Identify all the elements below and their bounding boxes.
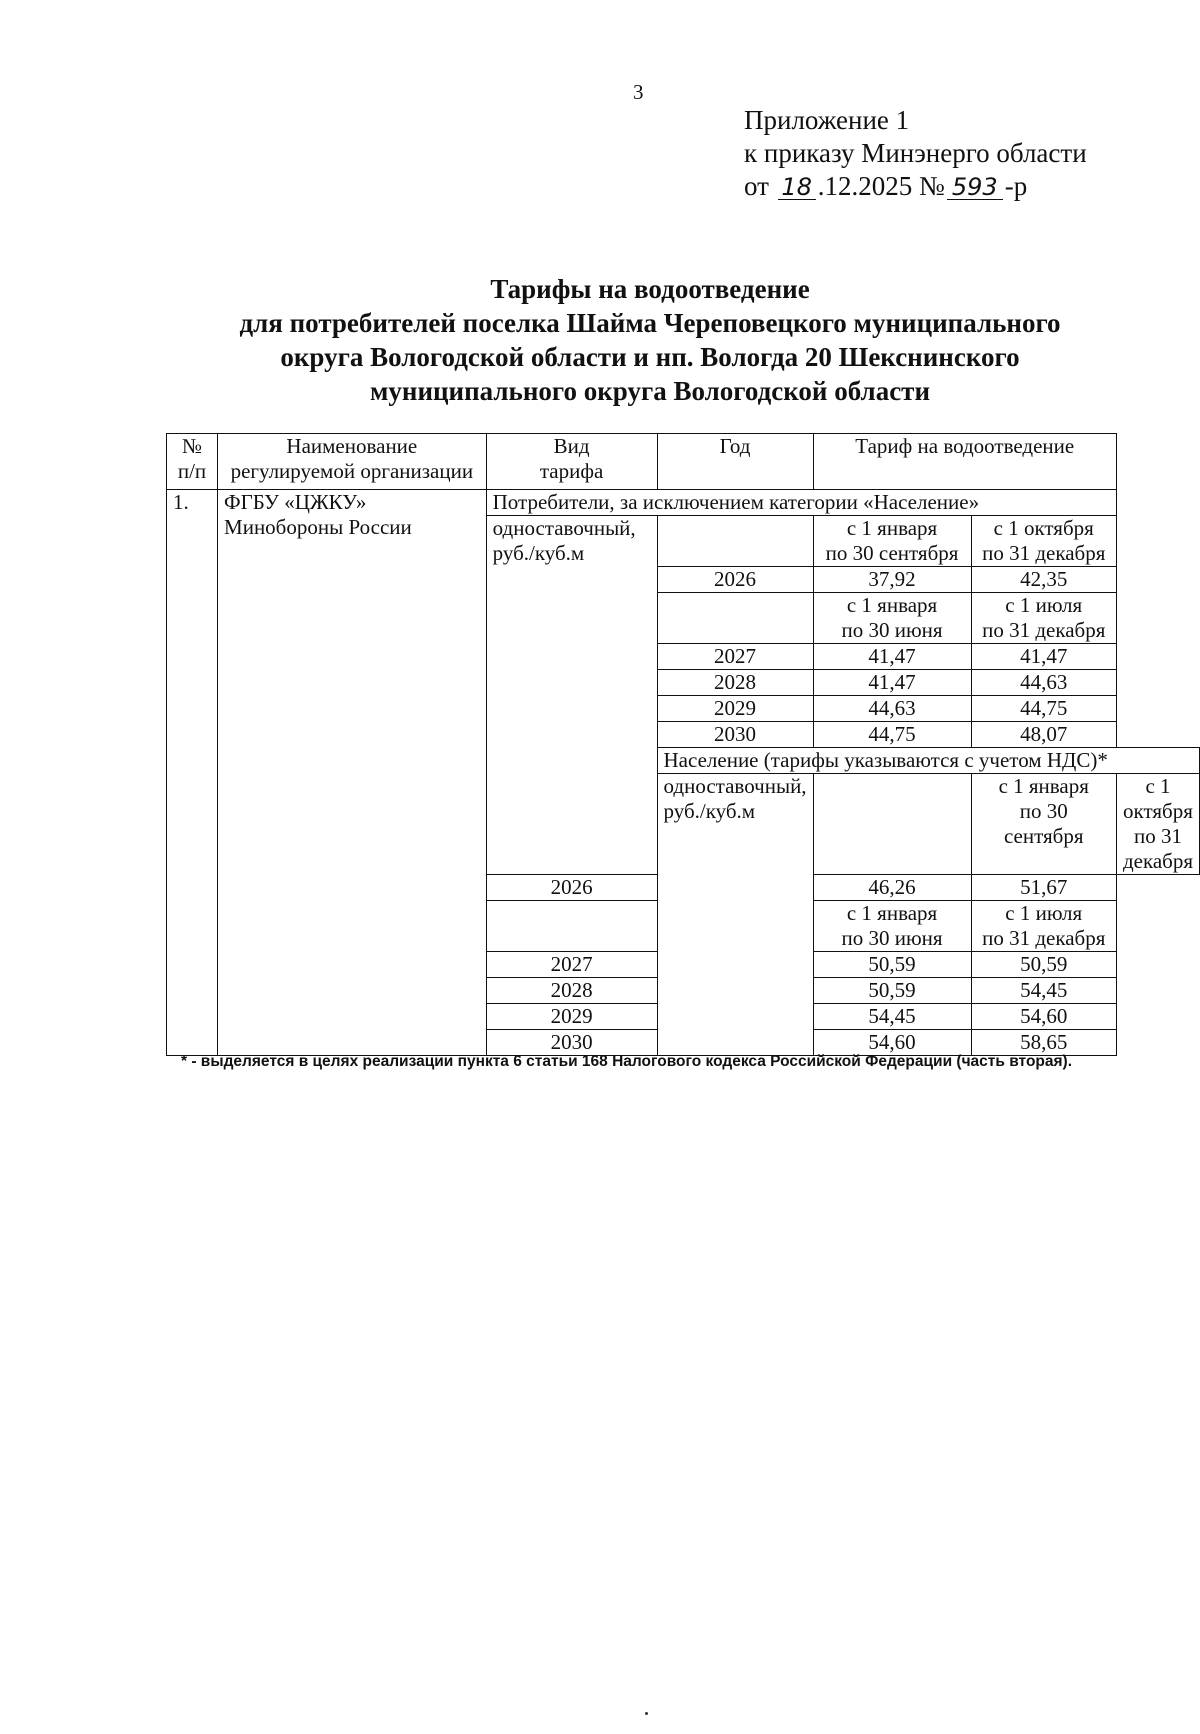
tariff-value: 41,47 (813, 670, 971, 696)
tariff-value: 51,67 (971, 875, 1116, 901)
tariff-type (657, 774, 813, 1056)
title-line-4: муниципального округа Вологодской области (370, 376, 930, 406)
tariff-value: 44,63 (971, 670, 1116, 696)
tariff-value: 50,59 (813, 952, 971, 978)
year-cell: 2026 (657, 567, 813, 593)
period-cell (1116, 774, 1199, 875)
period-line-2: по 30 июня (841, 618, 943, 642)
header-org-line-1: Наименование (286, 434, 418, 458)
date-prefix: от (744, 171, 769, 201)
year-cell: 2030 (486, 1030, 657, 1056)
period-line-1: с 1 января (846, 901, 938, 925)
header-organization (218, 434, 487, 490)
table-header-row (167, 434, 1200, 490)
number-suffix: -р (1004, 171, 1028, 201)
tariff-value: 58,65 (971, 1030, 1116, 1056)
group-title: Потребители, за исключением категории «Население» (486, 490, 1116, 516)
period-cell (813, 901, 971, 952)
document-title (160, 272, 1140, 408)
header-tariff-type (486, 434, 657, 490)
organization-name (218, 490, 487, 1056)
year-cell: 2029 (486, 1004, 657, 1030)
period-line-2: по 31 декабря (982, 926, 1106, 950)
tariff-value: 54,45 (813, 1004, 971, 1030)
annex-date-line (744, 170, 1087, 203)
tariff-value: 44,75 (813, 722, 971, 748)
period-line-2: по 31 декабря (982, 541, 1106, 565)
table-row (167, 490, 1200, 516)
year-cell: 2030 (657, 722, 813, 748)
number-label: № (918, 171, 945, 201)
year-cell: 2028 (486, 978, 657, 1004)
tariff-value: 44,75 (971, 696, 1116, 722)
tariff-value: 42,35 (971, 567, 1116, 593)
period-cell (971, 774, 1116, 875)
org-line-1: ФГБУ «ЦЖКУ» (224, 490, 367, 514)
year-cell: 2028 (657, 670, 813, 696)
row-number: 1. (167, 490, 218, 1056)
year-cell-empty (657, 516, 813, 567)
tariff-value: 50,59 (971, 952, 1116, 978)
tariff-type-line-1: одноставочный, (663, 774, 807, 798)
period-line-1: с 1 января (846, 516, 938, 540)
period-line-1: с 1 января (998, 774, 1089, 798)
org-line-2: Минобороны России (224, 515, 412, 539)
title-line-2: для потребителей поселка Шайма Череповецкого муниципального (239, 308, 1061, 338)
tariff-type-line-2: руб./куб.м (492, 541, 585, 565)
tariff-table-wrapper (166, 433, 1200, 1056)
page-number: 3 (633, 80, 644, 104)
period-cell (813, 516, 971, 567)
header-number (167, 434, 218, 490)
tariff-type (486, 516, 657, 875)
tariff-type-line-1: одноставочный, (492, 516, 636, 540)
header-org-line-2: регулируемой организации (230, 459, 474, 483)
tariff-type-line-2: руб./куб.м (663, 799, 756, 823)
header-type-line-1: Вид (553, 434, 590, 458)
year-cell: 2026 (486, 875, 657, 901)
period-line-1: с 1 июля (1005, 901, 1083, 925)
tariff-value: 54,45 (971, 978, 1116, 1004)
title-line-3: округа Вологодской области и нп. Вологда 20 Шекснинского (280, 342, 1020, 372)
annex-header (744, 104, 1087, 203)
header-type-line-2: тарифа (539, 459, 604, 483)
title-line-1: Тарифы на водоотведение (490, 274, 810, 304)
period-cell (813, 593, 971, 644)
date-rest: .12.2025 (817, 171, 913, 201)
tariff-value: 41,47 (971, 644, 1116, 670)
period-line-2: по 31 декабря (982, 618, 1106, 642)
period-line-1: с 1 января (846, 593, 938, 617)
year-cell-empty (813, 774, 971, 875)
header-number-line-2: п/п (177, 459, 207, 483)
year-cell-empty (486, 901, 657, 952)
header-tariff: Тариф на водоотведение (813, 434, 1116, 490)
tariff-value: 46,26 (813, 875, 971, 901)
tariff-value: 50,59 (813, 978, 971, 1004)
scan-speck (645, 1712, 648, 1715)
tariff-table (166, 433, 1200, 1056)
tariff-value: 44,63 (813, 696, 971, 722)
tariff-value: 37,92 (813, 567, 971, 593)
tariff-value: 54,60 (813, 1030, 971, 1056)
handwritten-day: 18 (778, 175, 816, 200)
tariff-value: 48,07 (971, 722, 1116, 748)
year-cell: 2029 (657, 696, 813, 722)
header-number-line-1: № (181, 434, 203, 458)
period-cell (971, 516, 1116, 567)
annex-line-1: Приложение 1 (744, 105, 910, 135)
period-line-2: по 30 сентября (825, 541, 959, 565)
period-line-2: по 31 декабря (1122, 824, 1194, 873)
period-line-1: с 1 октября (1123, 774, 1193, 823)
period-cell (971, 901, 1116, 952)
footnote: * - выделяется в целях реализации пункта 6 статьи 168 Налогового кодекса Российской Федерации (часть вторая). (181, 1053, 1073, 1070)
year-cell-empty (657, 593, 813, 644)
period-line-2: по 30 сентября (1003, 799, 1084, 848)
annex-line-2: к приказу Минэнерго области (744, 138, 1087, 168)
tariff-value: 41,47 (813, 644, 971, 670)
year-cell: 2027 (486, 952, 657, 978)
year-cell: 2027 (657, 644, 813, 670)
period-line-2: по 30 июня (841, 926, 943, 950)
period-line-1: с 1 июля (1005, 593, 1083, 617)
period-line-1: с 1 октября (993, 516, 1094, 540)
group-title: Население (тарифы указываются с учетом НДС)* (657, 748, 1199, 774)
header-year: Год (657, 434, 813, 490)
period-cell (971, 593, 1116, 644)
tariff-value: 54,60 (971, 1004, 1116, 1030)
handwritten-order-number: 593 (947, 175, 1003, 200)
